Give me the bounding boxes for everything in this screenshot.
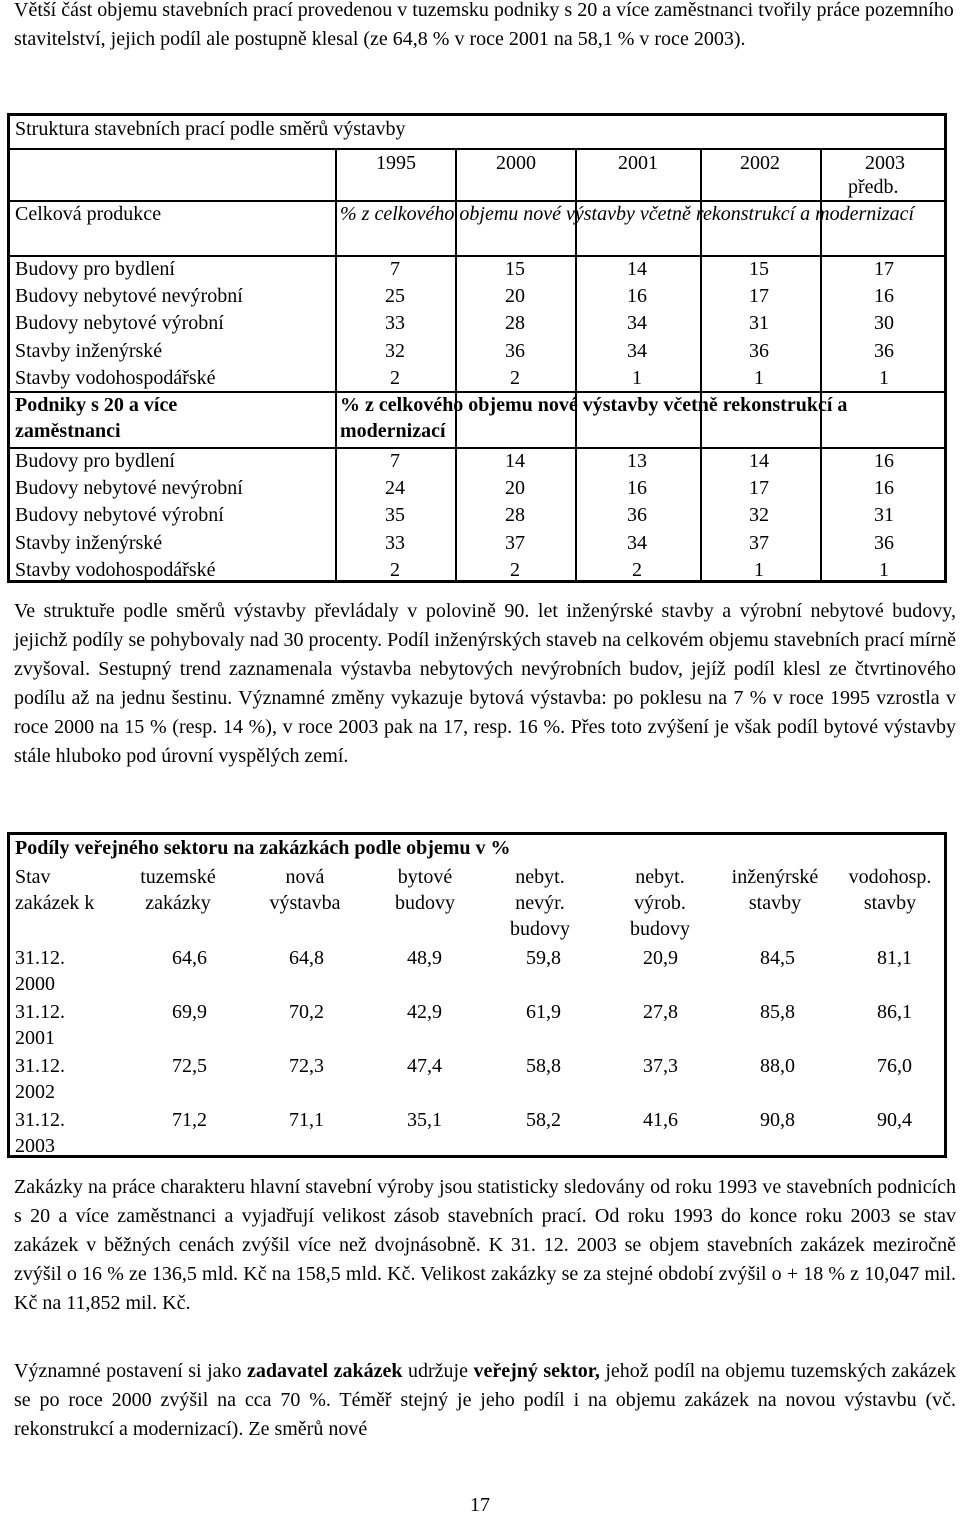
row-value: 32 <box>749 504 769 527</box>
row-value: 20 <box>505 285 525 308</box>
section2-header: % z celkového objemu nové výstavby včetně rekonstrukcí a modernizací <box>340 394 848 442</box>
column-header: stavby <box>863 892 917 914</box>
row-value: 90,8 <box>760 1109 795 1131</box>
row-value: 15 <box>749 258 769 280</box>
row-value: 20,9 <box>643 947 678 969</box>
column-header: nebyt. <box>515 866 565 888</box>
row-value: 35 <box>385 504 405 527</box>
row-value: 2 <box>510 558 520 581</box>
row-value: 24 <box>385 477 405 500</box>
row-value: 27,8 <box>643 1001 678 1023</box>
row-label: Budovy pro bydlení <box>15 258 175 280</box>
row-value: 34 <box>627 531 647 554</box>
para4-text-2: udržuje <box>402 1360 474 1382</box>
column-header: budovy <box>630 918 690 940</box>
intro-paragraph: Větší část objemu stavebních prací provedenou v tuzemsku podniky s 20 a více zaměstnanci tvořily práce pozemního stavitelství, jejich podíl ale postupně klesal (ze 64,8 % v roce 2001 na 58,1 % v roce 2003). <box>14 0 954 50</box>
row-value: 33 <box>385 312 405 335</box>
column-header: zakázek k <box>15 892 95 914</box>
row-value: 34 <box>627 339 647 362</box>
row-value: 16 <box>874 450 894 472</box>
table2-title: Podíly veřejného sektoru na zakázkách podle objemu v % <box>15 837 511 859</box>
row-value: 84,5 <box>760 947 795 969</box>
row-value: 58,8 <box>526 1055 561 1077</box>
row-value: 37 <box>749 531 769 554</box>
row-date-year: 2002 <box>15 1081 55 1103</box>
column-header: nebyt. <box>635 866 685 888</box>
row-value: 72,3 <box>289 1055 324 1077</box>
row-value: 16 <box>627 477 647 500</box>
page-number: 17 <box>470 1494 490 1516</box>
row-value: 42,9 <box>407 1001 442 1023</box>
construction-structure-table <box>7 113 947 583</box>
column-header: budovy <box>510 918 570 940</box>
row-value: 47,4 <box>407 1055 442 1077</box>
row-value: 37,3 <box>643 1055 678 1077</box>
column-header: zakázky <box>145 892 211 914</box>
row-value: 41,6 <box>643 1109 678 1131</box>
year-2001: 2001 <box>618 152 658 174</box>
row-value: 31 <box>749 312 769 335</box>
row-value: 64,8 <box>289 947 324 969</box>
row-value: 72,5 <box>172 1055 207 1077</box>
column-header: stavby <box>748 892 802 914</box>
row-value: 85,8 <box>760 1001 795 1023</box>
column-header: výstavba <box>269 892 341 914</box>
row-value: 14 <box>505 450 525 472</box>
row-value: 48,9 <box>407 947 442 969</box>
column-header: tuzemské <box>140 866 216 888</box>
column-header: vodohosp. <box>848 866 932 888</box>
row-date-day: 31.12. <box>15 1109 65 1131</box>
structure-paragraph: Ve struktuře podle směrů výstavby převládaly v polovině 90. let inženýrské stavby a výrobní nebytové budovy, jejichž podíly se pohybovaly nad 30 procenty. Podíl inženýrských staveb na celkovém objemu stavebních prací mírně zvyšoval. Sestupný trend zaznamenala výstavba nebytových nevýrobních budov, jejíž podíl klesl ze čtvrtinového podílu až na jednu šestinu. Významné změny vykazuje bytová výstavba: po poklesu na 7 % v roce 1995 vzrostla v roce 2000 na 15 % (resp. 14 %), v roce 2003 pak na 17, resp. 16 %. Přes toto zvýšení je však podíl bytové výstavby stále hluboko pod úrovní vyspělých zemí. <box>14 600 956 767</box>
para4-bold-1: zadavatel zakázek <box>247 1360 403 1382</box>
row-value: 7 <box>390 258 400 280</box>
column-header: výrob. <box>634 892 686 914</box>
row-value: 31 <box>874 504 894 527</box>
row-value: 1 <box>879 366 889 389</box>
row-label: Budovy nebytové nevýrobní <box>15 477 243 500</box>
row-value: 71,2 <box>172 1109 207 1131</box>
row-date-year: 2003 <box>15 1135 55 1157</box>
row-value: 90,4 <box>877 1109 912 1131</box>
row-date-year: 2001 <box>15 1027 55 1049</box>
row-date-day: 31.12. <box>15 947 65 969</box>
column-header: bytové <box>397 866 453 888</box>
row-value: 88,0 <box>760 1055 795 1077</box>
row-value: 61,9 <box>526 1001 561 1023</box>
orders-paragraph: Zakázky na práce charakteru hlavní stavební výroby jsou statisticky sledovány od roku 1993 ve stavebních podnicích s 20 a více zaměstnanci a vyjadřují velikost zásob stavebních prací. Od roku 1993 do konce roku 2003 se stav zakázek v běžných cenách zvýšil více než dvojnásobně. K 31. 12. 2003 se objem stavebních zakázek meziročně zvýšil o 16 % ze 136,5 mld. Kč na 158,5 mld. Kč. Velikost zakázky se za stejné období zvýšil o + 18 % z 10,047 mil. Kč na 11,852 mil. Kč. <box>14 1176 956 1314</box>
row-value: 36 <box>749 339 769 362</box>
row-value: 16 <box>627 285 647 308</box>
row-value: 2 <box>632 558 642 581</box>
row-value: 20 <box>505 477 525 500</box>
row-value: 13 <box>627 450 647 472</box>
row-value: 69,9 <box>172 1001 207 1023</box>
row-value: 36 <box>627 504 647 527</box>
row-value: 37 <box>505 531 525 554</box>
para4-text-1: Významné postavení si jako <box>14 1360 248 1382</box>
year-note: předb. <box>848 176 899 198</box>
row-value: 59,8 <box>526 947 561 969</box>
row-value: 64,6 <box>172 947 207 969</box>
row-date-day: 31.12. <box>15 1001 65 1023</box>
row-value: 1 <box>879 558 889 581</box>
row-value: 33 <box>385 531 405 554</box>
table1-title: Struktura stavebních prací podle směrů výstavby <box>15 118 406 140</box>
row-value: 14 <box>627 258 647 280</box>
section1-label: Celková produkce <box>15 203 162 225</box>
year-2000: 2000 <box>496 152 536 174</box>
row-value: 32 <box>385 339 405 362</box>
row-value: 81,1 <box>877 947 912 969</box>
row-date-day: 31.12. <box>15 1055 65 1077</box>
para4-bold-2: veřejný sektor, <box>473 1360 600 1382</box>
row-value: 15 <box>505 258 525 280</box>
row-value: 1 <box>754 366 764 389</box>
row-value: 7 <box>390 450 400 472</box>
row-label: Budovy pro bydlení <box>15 450 175 472</box>
row-value: 36 <box>874 339 894 362</box>
row-value: 36 <box>874 531 894 554</box>
row-label: Stavby inženýrské <box>15 531 163 554</box>
column-header: nová <box>285 866 325 888</box>
public-sector-paragraph <box>14 1357 956 1444</box>
row-label: Budovy nebytové výrobní <box>15 312 224 335</box>
row-value: 17 <box>749 477 769 500</box>
para4-text-3: jehož podíl na objemu tuzemských zakázek se po roce 2000 zvýšil na cca 70 %. Téměř stejný je jeho podíl i na objemu zakázek na novou výstavbu (vč. rekonstrukcí a modernizací). Ze směrů nové <box>14 1360 956 1440</box>
row-value: 14 <box>749 450 769 472</box>
row-value: 35,1 <box>407 1109 442 1131</box>
column-header: nevýr. <box>515 892 565 914</box>
row-value: 28 <box>505 504 525 527</box>
section1-header: % z celkového objemu nové výstavby včetně rekonstrukcí a modernizací <box>340 203 915 225</box>
row-value: 1 <box>754 558 764 581</box>
column-header: inženýrské <box>731 866 819 888</box>
row-date-year: 2000 <box>15 973 55 995</box>
row-value: 58,2 <box>526 1109 561 1131</box>
row-value: 86,1 <box>877 1001 912 1023</box>
public-sector-table <box>7 832 947 1158</box>
column-header: Stav <box>15 866 51 888</box>
row-value: 70,2 <box>289 1001 324 1023</box>
row-value: 2 <box>390 558 400 581</box>
row-value: 34 <box>627 312 647 335</box>
row-label: Stavby vodohospodářské <box>15 558 216 581</box>
section2-label-line2: zaměstnanci <box>15 420 121 442</box>
row-value: 76,0 <box>877 1055 912 1077</box>
year-1995: 1995 <box>376 152 416 174</box>
year-2003: 2003 <box>865 152 905 174</box>
row-value: 17 <box>874 258 894 280</box>
table1-col-divider <box>335 148 337 583</box>
row-value: 16 <box>874 285 894 308</box>
row-value: 17 <box>749 285 769 308</box>
row-value: 1 <box>632 366 642 389</box>
column-header: budovy <box>395 892 455 914</box>
row-label: Stavby vodohospodářské <box>15 366 216 389</box>
row-value: 16 <box>874 477 894 500</box>
row-value: 2 <box>390 366 400 389</box>
year-2002: 2002 <box>740 152 780 174</box>
row-value: 25 <box>385 285 405 308</box>
row-value: 71,1 <box>289 1109 324 1131</box>
row-label: Budovy nebytové nevýrobní <box>15 285 243 308</box>
row-value: 2 <box>510 366 520 389</box>
section2-label-line1: Podniky s 20 a více <box>15 394 178 416</box>
row-value: 30 <box>874 312 894 335</box>
row-label: Stavby inženýrské <box>15 339 163 362</box>
row-label: Budovy nebytové výrobní <box>15 504 224 527</box>
row-value: 28 <box>505 312 525 335</box>
row-value: 36 <box>505 339 525 362</box>
